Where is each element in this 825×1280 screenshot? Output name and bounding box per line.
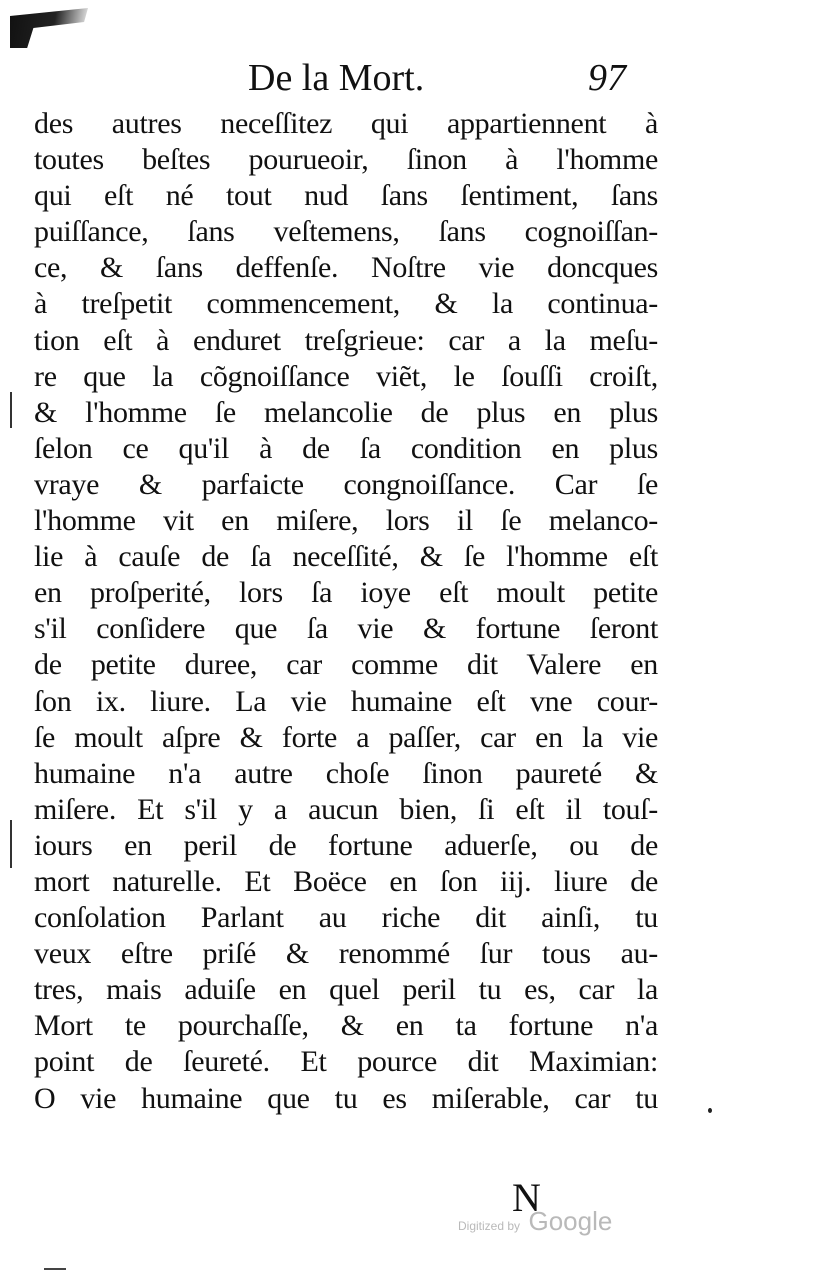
text-line: conſolation Parlant au riche dit ainſi, tu	[34, 901, 658, 935]
text-line: qui eſt né tout nud ſans ſentiment, ſans	[34, 179, 658, 213]
page-number: 97	[588, 57, 626, 99]
signature-mark: N	[512, 1175, 541, 1220]
text-line: humaine n'a autre choſe ſinon paureté &	[34, 756, 658, 790]
margin-mark	[10, 820, 12, 868]
text-line: tres, mais aduiſe en quel peril tu es, car la	[34, 973, 658, 1007]
text-line: puiſſance, ſans veſtemens, ſans cognoiſſan-	[34, 215, 658, 249]
text-line: iours en peril de fortune aduerſe, ou de	[34, 828, 658, 862]
text-line: lie à cauſe de ſa neceſſité, & ſe l'homme eſt	[34, 540, 658, 574]
running-title: De la Mort.	[248, 57, 425, 99]
watermark	[458, 1206, 612, 1237]
text-line: veux eſtre priſé & renommé ſur tous au-	[34, 937, 658, 971]
text-line: des autres neceſſitez qui appartiennent à	[34, 107, 658, 140]
text-line: ce, & ſans deffenſe. Noſtre vie doncques	[34, 251, 658, 285]
text-line: ſon ix. liure. La vie humaine eſt vne cour-	[34, 684, 658, 718]
text-line: tion eſt à enduret treſgrieue: car a la meſu-	[34, 323, 658, 357]
watermark-prefix: Digitized by	[458, 1219, 521, 1233]
text-line: s'il conſidere que ſa vie & fortune ſeront	[34, 612, 658, 646]
scan-corner-mark	[10, 8, 88, 48]
text-line: & l'homme ſe melancolie de plus en plus	[34, 395, 658, 429]
text-line: l'homme vit en miſere, lors il ſe melanco-	[34, 504, 658, 538]
body-text	[34, 106, 658, 1117]
margin-mark	[10, 392, 12, 428]
ink-speck	[708, 1108, 712, 1113]
text-line: re que la cõgnoiſſance viẽt, le ſouſſi croiſt,	[34, 359, 658, 393]
text-line: en proſperité, lors ſa ioye eſt moult petite	[34, 576, 658, 610]
text-line: O vie humaine que tu es miſerable, car tu	[34, 1081, 658, 1115]
page-header	[0, 56, 825, 104]
watermark-brand: Google	[528, 1206, 613, 1236]
text-line: à treſpetit commencement, & la continua-	[34, 287, 658, 321]
text-line: de petite duree, car comme dit Valere en	[34, 648, 658, 682]
text-line: miſere. Et s'il y a aucun bien, ſi eſt il touſ-	[34, 792, 658, 826]
text-line: vraye & parfaicte congnoiſſance. Car ſe	[34, 467, 658, 501]
text-line: toutes beſtes pourueoir, ſinon à l'homme	[34, 143, 658, 177]
text-line: ſelon ce qu'il à de ſa condition en plus	[34, 431, 658, 465]
text-line: mort naturelle. Et Boëce en ſon iij. liure de	[34, 864, 658, 898]
text-line: Mort te pourchaſſe, & en ta fortune n'a	[34, 1009, 658, 1043]
text-line: ſe moult aſpre & forte a paſſer, car en la vie	[34, 720, 658, 754]
text-line: point de ſeureté. Et pource dit Maximian:	[34, 1045, 658, 1079]
scan-foot-mark	[44, 1268, 66, 1270]
